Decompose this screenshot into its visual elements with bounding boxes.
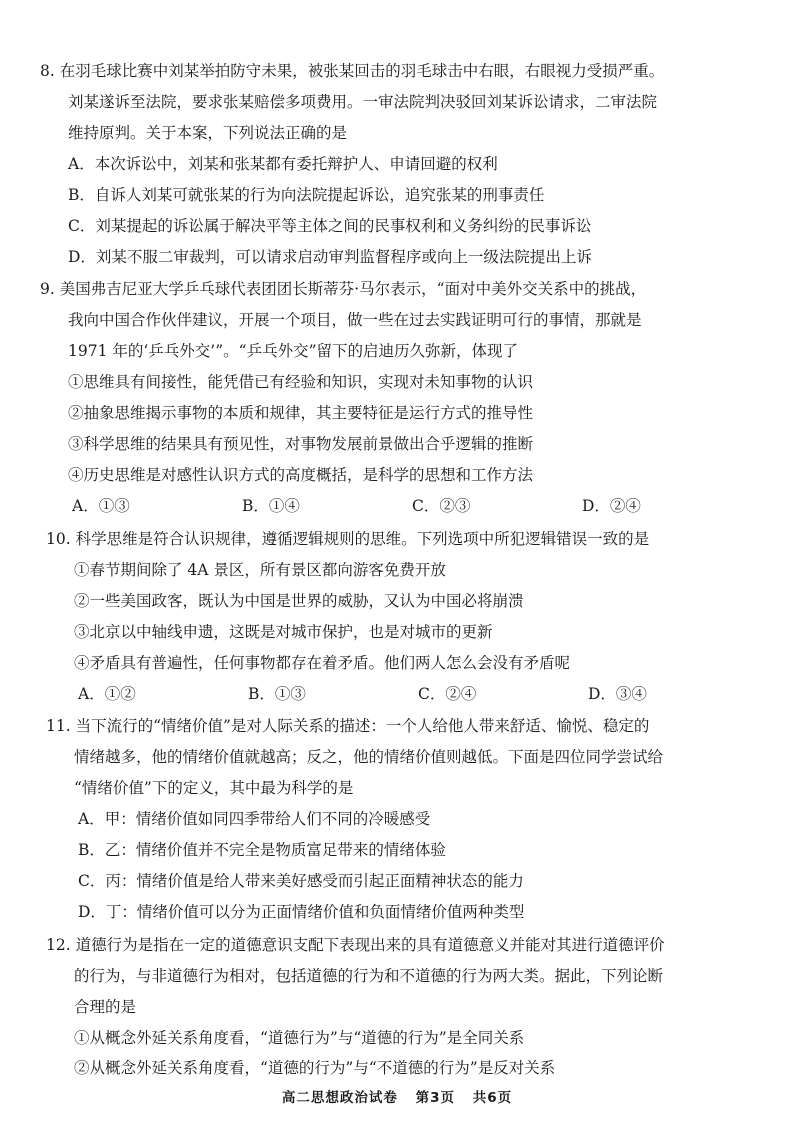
- q10-statement-1: ①春节期间除了 4A 景区，所有景区都向游客免费开放: [74, 561, 446, 579]
- q9-statement-2: ②抽象思维揭示事物的本质和规律，其主要特征是运行方式的推导性: [68, 404, 534, 422]
- q10-statement-2: ②一些美国政客，既认为中国是世界的威胁，又认为中国必将崩溃: [74, 592, 524, 610]
- q9-stem-line-2: 我向中国合作伙伴建议，开展一个项目，做一些在过去实践证明可行的事情，那就是: [68, 311, 642, 329]
- q8-option-c: C．刘某提起的诉讼属于解决平等主体之间的民事权利和义务纠纷的民事诉讼: [68, 217, 592, 235]
- q9-statement-1: ①思维具有间接性，能凭借已有经验和知识，实现对未知事物的认识: [68, 373, 534, 391]
- q9-option-c: C．②③: [412, 497, 471, 515]
- q8-stem-line-1: 8. 在羽毛球比赛中刘某举拍防守未果，被张某回击的羽毛球击中右眼，右眼视力受损严重。: [40, 62, 665, 80]
- q10-option-b: B．①③: [248, 685, 306, 703]
- q12-statement-1: ①从概念外延关系角度看，“道德行为”与“道德的行为”是全同关系: [74, 1029, 525, 1047]
- q10-option-d: D．③④: [588, 685, 647, 703]
- q8-stem-line-2: 刘某遂诉至法院，要求张某赔偿多项费用。一审法院判决驳回刘某诉讼请求，二审法院: [68, 93, 658, 111]
- q11-stem-line-1: 11. 当下流行的“情绪价值”是对人际关系的描述：一个人给他人带来舒适、愉悦、稳定的: [46, 717, 650, 735]
- q10-option-c: C．②④: [418, 685, 477, 703]
- q12-stem-line-3: 合理的是: [74, 998, 137, 1016]
- q9-stem-line-1: 9. 美国弗吉尼亚大学乒乓球代表团团长斯蒂芬·马尔表示，“面对中美外交关系中的挑战，: [40, 280, 647, 298]
- q8-option-d: D．刘某不服二审裁判，可以请求启动审判监督程序或向上一级法院提出上诉: [68, 248, 592, 266]
- footer-exam-title: 高二思想政治试卷: [281, 1090, 398, 1106]
- q10-statement-3: ③北京以中轴线申遗，这既是对城市保护，也是对城市的更新: [74, 623, 493, 641]
- q11-option-d: D．丁：情绪价值可以分为正面情绪价值和负面情绪价值两种类型: [78, 903, 525, 921]
- q12-statement-2: ②从概念外延关系角度看，“道德的行为”与“不道德的行为”是反对关系: [74, 1059, 556, 1077]
- page-footer: [0, 1086, 794, 1106]
- q11-option-b: B．乙：情绪价值并不完全是物质富足带来的情绪体验: [78, 841, 446, 859]
- q8-option-a: A．本次诉讼中，刘某和张某都有委托辩护人、申请回避的权利: [68, 155, 498, 173]
- footer-page-number: 第3页: [415, 1090, 455, 1106]
- q11-option-c: C．丙：情绪价值是给人带来美好感受而引起正面精神状态的能力: [78, 872, 524, 890]
- q10-options: [0, 683, 794, 705]
- q9-statement-4: ④历史思维是对感性认识方式的高度概括，是科学的思想和工作方法: [68, 466, 534, 484]
- q8-stem-line-3: 维持原判。关于本案，下列说法正确的是: [68, 124, 348, 142]
- q10-option-a: A．①②: [78, 685, 136, 703]
- q9-option-d: D．②④: [582, 497, 641, 515]
- q11-stem-line-3: “情绪价值”下的定义，其中最为科学的是: [74, 779, 354, 797]
- q8-option-b: B．自诉人刘某可就张某的行为向法院提起诉讼，追究张某的刑事责任: [68, 186, 545, 204]
- q11-stem-line-2: 情绪越多，他的情绪价值就越高；反之，他的情绪价值则越低。下面是四位同学尝试给: [74, 748, 664, 766]
- q11-option-a: A．甲：情绪价值如同四季带给人们不同的冷暖感受: [78, 810, 431, 828]
- q9-option-a: A．①③: [72, 497, 130, 515]
- q9-statement-3: ③科学思维的结果具有预见性，对事物发展前景做出合乎逻辑的推断: [68, 435, 534, 453]
- q9-option-b: B．①④: [242, 497, 300, 515]
- q9-stem-line-3: 1971 年的‘乒乓外交’”。“乒乓外交”留下的启迪历久弥新，体现了: [68, 342, 519, 360]
- q12-stem-line-2: 的行为，与非道德行为相对，包括道德的行为和不道德的行为两大类。据此，下列论断: [74, 967, 664, 985]
- footer-total-pages: 共6页: [472, 1090, 513, 1106]
- q12-stem-line-1: 12. 道德行为是指在一定的道德意识支配下表现出来的具有道德意义并能对其进行道德评价: [46, 936, 665, 954]
- q10-stem-line-1: 10. 科学思维是符合认识规律，遵循逻辑规则的思维。下列选项中所犯逻辑错误一致的是: [46, 530, 650, 548]
- q10-statement-4: ④矛盾具有普遍性，任何事物都存在着矛盾。他们两人怎么会没有矛盾呢: [74, 654, 571, 672]
- q9-options: [0, 495, 794, 517]
